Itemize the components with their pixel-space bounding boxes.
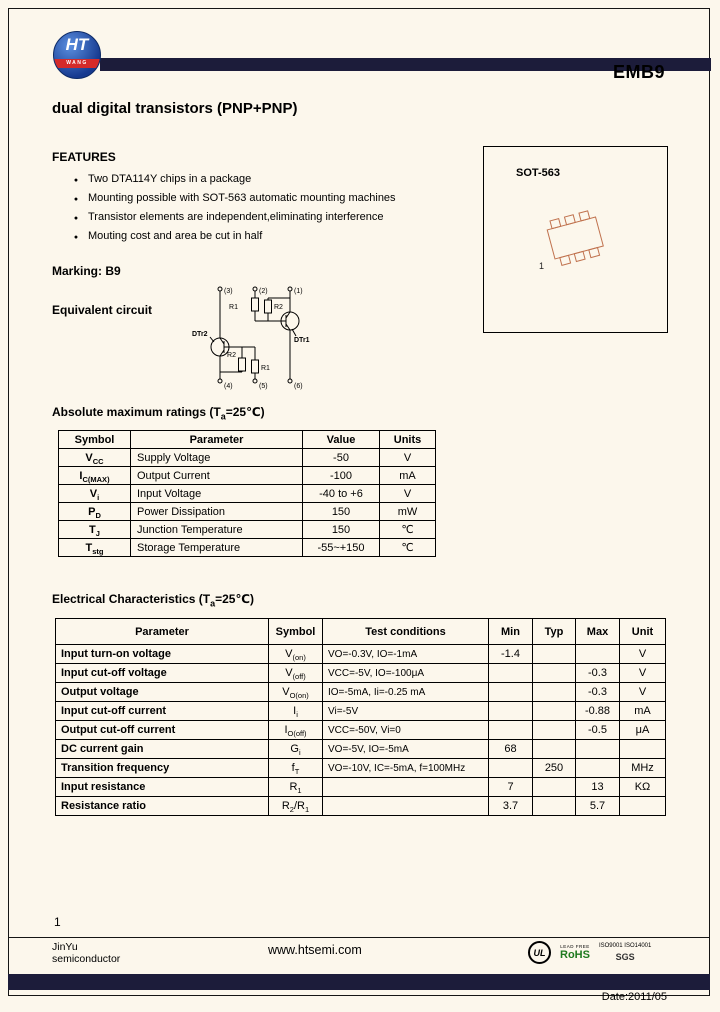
pin5-label: (5) bbox=[259, 383, 268, 390]
parameter-cell: Input cut-off current bbox=[56, 702, 269, 721]
table-row bbox=[56, 645, 666, 664]
parameter-cell: Input turn-on voltage bbox=[56, 645, 269, 664]
sot563-package-drawing bbox=[509, 189, 641, 285]
parameter-cell: Storage Temperature bbox=[131, 539, 303, 557]
symbol-cell: $I_{C(MAX)}$ bbox=[59, 467, 131, 485]
min-cell bbox=[489, 683, 533, 702]
value-cell: -40 to +6 bbox=[303, 485, 380, 503]
equivalent-circuit-heading: Equivalent circuit bbox=[52, 303, 153, 317]
max-cell: -0.5 bbox=[576, 721, 620, 740]
max-cell: -0.3 bbox=[576, 683, 620, 702]
col-unit: Unit bbox=[620, 619, 666, 645]
unit-cell bbox=[620, 740, 666, 759]
max-cell: -0.88 bbox=[576, 702, 620, 721]
col-max: Max bbox=[576, 619, 620, 645]
feature-text: Two DTA114Y chips in a package bbox=[88, 172, 252, 185]
col-symbol: Symbol bbox=[59, 431, 131, 449]
r1-label: R1 bbox=[261, 365, 270, 372]
col-typ: Typ bbox=[533, 619, 576, 645]
table-row bbox=[56, 759, 666, 778]
symbol-cell: $G_i$ bbox=[269, 740, 323, 759]
table-row bbox=[59, 539, 436, 557]
typ-cell bbox=[533, 664, 576, 683]
col-parameter: Parameter bbox=[131, 431, 303, 449]
table-row bbox=[59, 449, 436, 467]
bullet-icon bbox=[64, 173, 88, 185]
parameter-cell: Transition frequency bbox=[56, 759, 269, 778]
col-parameter: Parameter bbox=[56, 619, 269, 645]
conditions-cell: VCC=-5V, IO=-100μA bbox=[323, 664, 489, 683]
typ-cell: 250 bbox=[533, 759, 576, 778]
unit-cell: MHz bbox=[620, 759, 666, 778]
ul-logo-icon: UL bbox=[528, 941, 551, 964]
units-cell: mW bbox=[380, 503, 436, 521]
max-cell bbox=[576, 740, 620, 759]
min-cell bbox=[489, 759, 533, 778]
typ-cell bbox=[533, 645, 576, 664]
bullet-icon bbox=[64, 211, 88, 223]
units-cell: ℃ bbox=[380, 521, 436, 539]
table-row bbox=[56, 683, 666, 702]
feature-item bbox=[64, 207, 474, 226]
iso-label: ISO9001 ISO14001 bbox=[598, 943, 652, 949]
min-cell bbox=[489, 721, 533, 740]
typ-cell bbox=[533, 797, 576, 816]
max-cell bbox=[576, 645, 620, 664]
typ-cell bbox=[533, 702, 576, 721]
symbol-cell: $I_i$ bbox=[269, 702, 323, 721]
iso-sgs-logo bbox=[599, 943, 651, 962]
part-number: EMB9 bbox=[612, 62, 665, 82]
page-title: dual digital transistors (PNP+PNP) bbox=[52, 100, 298, 117]
max-cell bbox=[576, 759, 620, 778]
parameter-cell: Resistance ratio bbox=[56, 797, 269, 816]
certification-logos bbox=[528, 941, 651, 964]
r2-label: R2 bbox=[274, 304, 283, 311]
symbol-cell: $R_1$ bbox=[269, 778, 323, 797]
parameter-cell: Output Current bbox=[131, 467, 303, 485]
parameter-cell: Input resistance bbox=[56, 778, 269, 797]
abs-max-heading: Absolute maximum ratings $(T_a=25℃)$ bbox=[52, 405, 265, 422]
equivalent-circuit-diagram bbox=[190, 284, 332, 390]
parameter-cell: Output voltage bbox=[56, 683, 269, 702]
value-cell: -55~+150 bbox=[303, 539, 380, 557]
pin3-label: (3) bbox=[224, 288, 233, 295]
value-cell: 150 bbox=[303, 503, 380, 521]
units-cell: mA bbox=[380, 467, 436, 485]
symbol-cell: $V_i$ bbox=[59, 485, 131, 503]
package-box bbox=[483, 146, 668, 333]
col-value: Value bbox=[303, 431, 380, 449]
conditions-cell: IO=-5mA, Ii=-0.25 mA bbox=[323, 683, 489, 702]
col-min: Min bbox=[489, 619, 533, 645]
col-symbol: Symbol bbox=[269, 619, 323, 645]
parameter-cell: DC current gain bbox=[56, 740, 269, 759]
value-cell: 150 bbox=[303, 521, 380, 539]
logo-band: WANG bbox=[54, 59, 100, 68]
max-cell: -0.3 bbox=[576, 664, 620, 683]
date-label: Date:2011/05 bbox=[601, 991, 667, 1003]
elec-char-heading: Electrical Characteristics $(T_a=25℃)$ bbox=[52, 592, 254, 609]
symbol-cell: $R_2/R_1$ bbox=[269, 797, 323, 816]
typ-cell bbox=[533, 683, 576, 702]
feature-text: Mounting possible with SOT-563 automatic mounting machines bbox=[88, 191, 396, 204]
table-row bbox=[59, 485, 436, 503]
value-cell: -100 bbox=[303, 467, 380, 485]
parameter-cell: Supply Voltage bbox=[131, 449, 303, 467]
company-name bbox=[52, 941, 120, 965]
lead-free-label: LEAD FREE bbox=[560, 944, 590, 949]
sgs-label: SGS bbox=[615, 952, 635, 962]
table-row bbox=[56, 778, 666, 797]
company-line2: semiconductor bbox=[52, 953, 121, 965]
pin2-label: (2) bbox=[259, 288, 268, 295]
table-row bbox=[59, 467, 436, 485]
conditions-cell: VCC=-50V, Vi=0 bbox=[323, 721, 489, 740]
conditions-cell: VO=-5V, IO=-5mA bbox=[323, 740, 489, 759]
bullet-icon bbox=[64, 192, 88, 204]
table-row bbox=[56, 664, 666, 683]
unit-cell: KΩ bbox=[620, 778, 666, 797]
min-cell bbox=[489, 702, 533, 721]
min-cell: 7 bbox=[489, 778, 533, 797]
symbol-cell: $P_D$ bbox=[59, 503, 131, 521]
units-cell: ℃ bbox=[380, 539, 436, 557]
symbol-cell: $T_J$ bbox=[59, 521, 131, 539]
min-cell: -1.4 bbox=[489, 645, 533, 664]
symbol-cell: $V_{(on)}$ bbox=[269, 645, 323, 664]
bullet-icon bbox=[64, 230, 88, 242]
conditions-cell bbox=[323, 778, 489, 797]
unit-cell: mA bbox=[620, 702, 666, 721]
conditions-cell: Vi=-5V bbox=[323, 702, 489, 721]
pin1-label: (1) bbox=[294, 288, 303, 295]
symbol-cell: $T_{stg}$ bbox=[59, 539, 131, 557]
unit-cell: μA bbox=[620, 721, 666, 740]
units-cell: V bbox=[380, 485, 436, 503]
table-header-row bbox=[59, 431, 436, 449]
feature-text: Transistor elements are independent,eliminating interference bbox=[88, 210, 384, 223]
bottom-bar bbox=[8, 974, 710, 990]
pin1-label: 1 bbox=[539, 261, 545, 271]
symbol-cell: $I_{O(off)}$ bbox=[269, 721, 323, 740]
unit-cell: V bbox=[620, 645, 666, 664]
pin4-label: (4) bbox=[224, 383, 233, 390]
dtr1-label: DTr1 bbox=[294, 337, 310, 344]
min-cell: 68 bbox=[489, 740, 533, 759]
unit-cell: V bbox=[620, 683, 666, 702]
max-cell: 13 bbox=[576, 778, 620, 797]
elec-char-table bbox=[55, 618, 666, 816]
symbol-cell: $V_{CC}$ bbox=[59, 449, 131, 467]
col-units: Units bbox=[380, 431, 436, 449]
max-cell: 5.7 bbox=[576, 797, 620, 816]
r1-label: R1 bbox=[229, 304, 238, 311]
features-list bbox=[64, 169, 474, 245]
parameter-cell: Junction Temperature bbox=[131, 521, 303, 539]
table-header-row bbox=[56, 619, 666, 645]
unit-cell bbox=[620, 797, 666, 816]
table-row bbox=[56, 740, 666, 759]
feature-item bbox=[64, 169, 474, 188]
dtr2-label: DTr2 bbox=[192, 331, 208, 338]
feature-item bbox=[64, 226, 474, 245]
table-row bbox=[59, 521, 436, 539]
conditions-cell bbox=[323, 797, 489, 816]
table-row bbox=[56, 721, 666, 740]
table-row bbox=[56, 797, 666, 816]
symbol-cell: $V_{O(on)}$ bbox=[269, 683, 323, 702]
parameter-cell: Input cut-off voltage bbox=[56, 664, 269, 683]
package-name: SOT-563 bbox=[516, 167, 561, 179]
symbol-cell: $V_{(off)}$ bbox=[269, 664, 323, 683]
ht-logo bbox=[53, 31, 101, 79]
typ-cell bbox=[533, 778, 576, 797]
features-heading: FEATURES bbox=[52, 150, 116, 164]
units-cell: V bbox=[380, 449, 436, 467]
min-cell bbox=[489, 664, 533, 683]
typ-cell bbox=[533, 740, 576, 759]
logo-text: HT bbox=[65, 35, 89, 54]
page-number: 1 bbox=[54, 915, 61, 929]
rohs-label: RoHS bbox=[560, 949, 590, 961]
parameter-cell: Power Dissipation bbox=[131, 503, 303, 521]
parameter-cell: Output cut-off current bbox=[56, 721, 269, 740]
conditions-cell: VO=-10V, IC=-5mA, f=100MHz bbox=[323, 759, 489, 778]
symbol-cell: $f_T$ bbox=[269, 759, 323, 778]
website-url: www.htsemi.com bbox=[268, 943, 362, 957]
rohs-logo bbox=[560, 944, 590, 961]
logo-circle bbox=[53, 31, 101, 79]
feature-text: Mouting cost and area be cut in half bbox=[88, 229, 263, 242]
typ-cell bbox=[533, 721, 576, 740]
pin6-label: (6) bbox=[294, 383, 303, 390]
parameter-cell: Input Voltage bbox=[131, 485, 303, 503]
company-line1: JinYu bbox=[52, 941, 78, 953]
table-row bbox=[56, 702, 666, 721]
marking-label: Marking: B9 bbox=[52, 264, 121, 278]
footer-divider bbox=[8, 937, 710, 938]
r2-label: R2 bbox=[227, 352, 236, 359]
col-conditions: Test conditions bbox=[323, 619, 489, 645]
min-cell: 3.7 bbox=[489, 797, 533, 816]
unit-cell: V bbox=[620, 664, 666, 683]
feature-item bbox=[64, 188, 474, 207]
value-cell: -50 bbox=[303, 449, 380, 467]
conditions-cell: VO=-0.3V, IO=-1mA bbox=[323, 645, 489, 664]
table-row bbox=[59, 503, 436, 521]
abs-max-table bbox=[58, 430, 436, 557]
